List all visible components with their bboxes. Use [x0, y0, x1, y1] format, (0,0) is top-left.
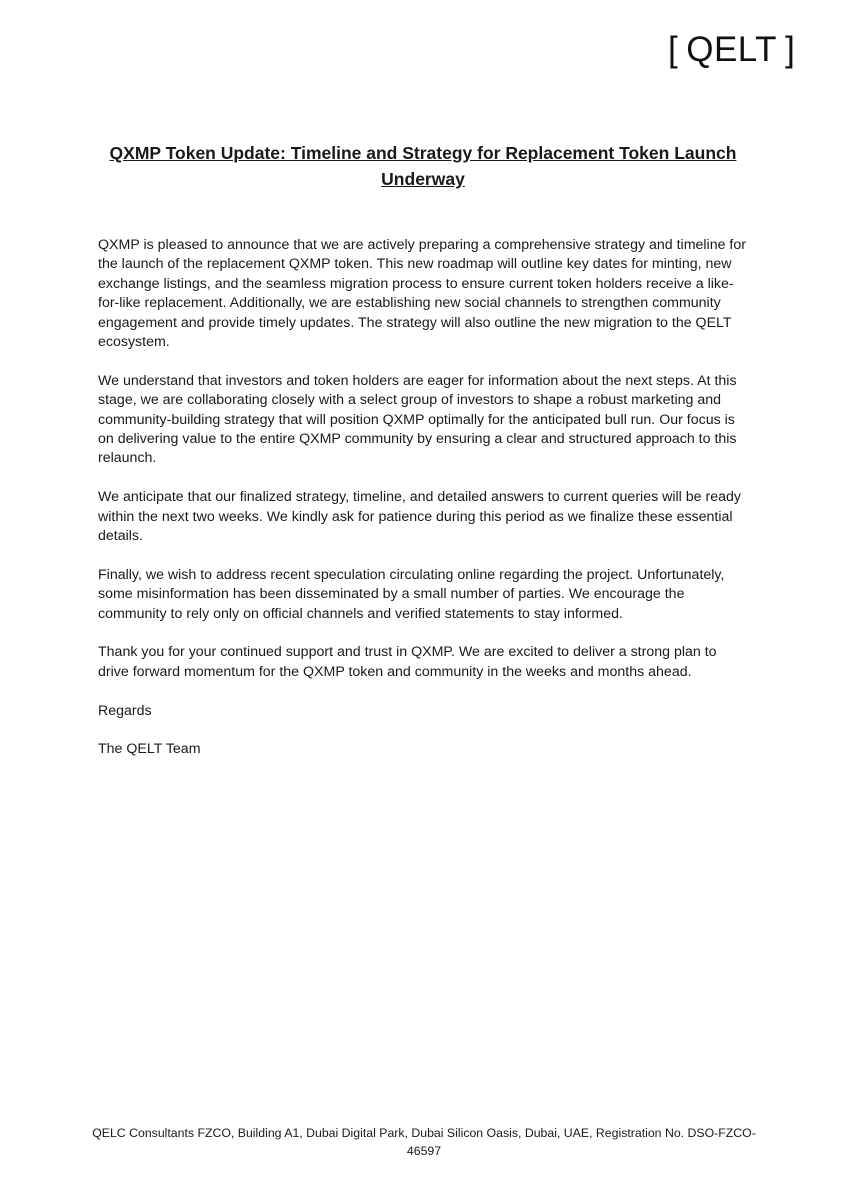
signature: The QELT Team [98, 741, 201, 758]
closing-salutation: Regards [98, 702, 152, 719]
logo-text: QELT [686, 30, 778, 69]
paragraph-4: Finally, we wish to address recent speculation circulating online regarding the project. Unfortunately, some misinformation has been disseminated by a small number of parties. We encourage the community to rely only on official channels and verified statements to stay informed. [98, 566, 725, 622]
document-body [98, 236, 750, 779]
logo-close-bracket: ] [785, 30, 796, 69]
paragraph-1: QXMP is pleased to announce that we are actively preparing a comprehensive strategy and timeline for the launch of the replacement QXMP token. This new roadmap will outline key dates for minting, new exchange listings, and the seamless migration process to ensure current token holders receive a like-for-like replacement. Additionally, we are establishing new social channels to strengthen community engagement and provide timely updates. The strategy will also outline the new migration to the QELT ecosystem. [98, 237, 746, 351]
logo-open-bracket: [ [668, 30, 679, 69]
footer-address: QELC Consultants FZCO, Building A1, Dubai Digital Park, Dubai Silicon Oasis, Dubai, UAE, Registration No. DSO-FZCO-46597 [92, 1126, 756, 1158]
document-title: QXMP Token Update: Timeline and Strategy for Replacement Token Launch Underway [109, 143, 737, 189]
paragraph-2: We understand that investors and token holders are eager for information about the next steps. At this stage, we are collaborating closely with a select group of investors to shape a robust marketing and community-building strategy that will position QXMP optimally for the anticipated bull run. Our focus is on delivering value to the entire QXMP community by ensuring a clear and structured approach to this relaunch. [98, 372, 737, 467]
paragraph-3: We anticipate that our finalized strategy, timeline, and detailed answers to current queries will be ready within the next two weeks. We kindly ask for patience during this period as we finalize these essential details. [98, 489, 741, 545]
paragraph-5: Thank you for your continued support and trust in QXMP. We are excited to deliver a strong plan to drive forward momentum for the QXMP token and community in the weeks and months ahead. [98, 644, 717, 680]
qelt-logo [668, 30, 795, 70]
